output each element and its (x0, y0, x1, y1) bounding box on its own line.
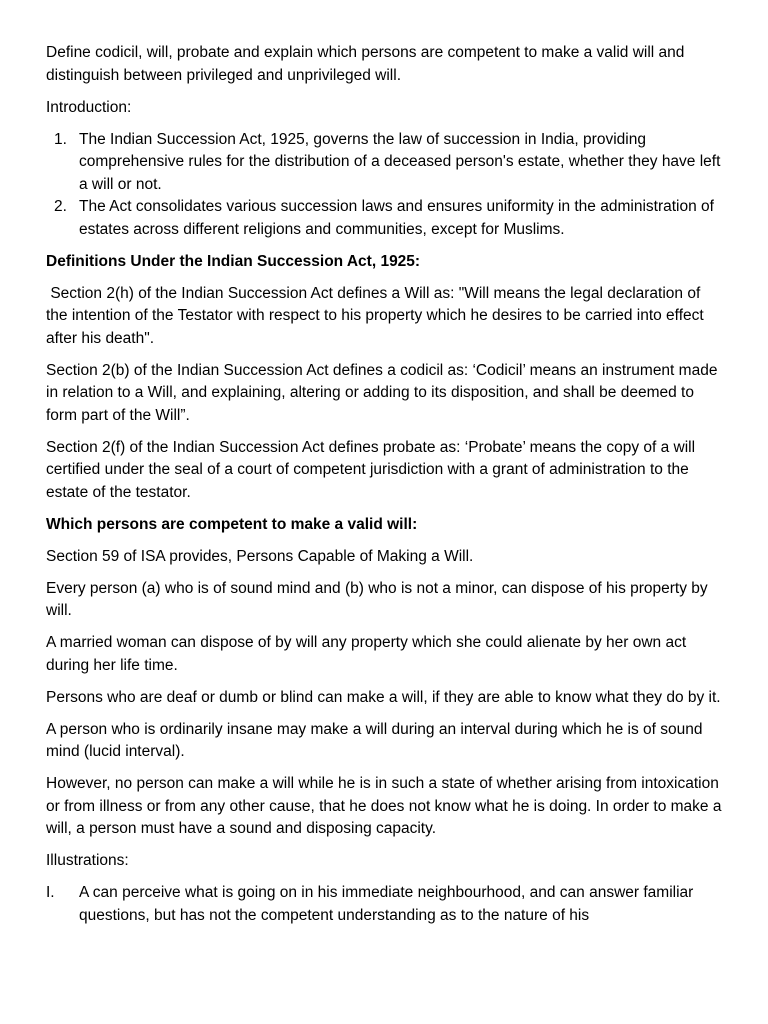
paragraph: Section 59 of ISA provides, Persons Capable of Making a Will. (46, 547, 474, 565)
list-item (46, 196, 726, 241)
list-item-text: The Act consolidates various succession laws and ensures uniformity in the administration of estates across different religions and communities, except for Muslims. (79, 198, 714, 238)
illustrations-heading: Illustrations: (46, 852, 129, 869)
paragraph: Persons who are deaf or dumb or blind can make a will, if they are able to know what they do by it. (46, 688, 721, 706)
illustrations-list (46, 882, 726, 927)
definition-will: Section 2(h) of the Indian Succession Act defines a Will as: "Will means the legal declaration of the intention of the Testator with respect to his property which he desires to be carried into effect after his death". (46, 284, 708, 347)
list-marker: 1. (54, 130, 67, 148)
definition-probate: Section 2(f) of the Indian Succession Act defines probate as: ‘Probate’ means the copy of a will certified under the seal of a court of competent jurisdiction with a grant of administration to the estate of the testator. (46, 438, 696, 501)
document-page (46, 42, 726, 937)
paragraph: A person who is ordinarily insane may make a will during an interval during which he is of sound mind (lucid interval). (46, 720, 703, 760)
paragraph: A married woman can dispose of by will any property which she could alienate by her own act during her life time. (46, 634, 687, 674)
list-item (46, 129, 726, 197)
paragraph: However, no person can make a will while he is in such a state of whether arising from intoxication or from illness or from any other cause, that he does not know what he is doing. In order to make a will, a person must have a sound and disposing capacity. (46, 775, 722, 837)
competent-persons-heading: Which persons are competent to make a valid will: (46, 515, 418, 533)
definitions-heading: Definitions Under the Indian Succession Act, 1925: (46, 252, 421, 270)
question-text: Define codicil, will, probate and explain which persons are competent to make a valid will and distinguish between privileged and unprivileged will. (46, 44, 685, 84)
list-item (46, 882, 726, 927)
list-marker: 2. (54, 198, 67, 215)
paragraph: Every person (a) who is of sound mind and (b) who is not a minor, can dispose of his property by will. (46, 579, 708, 619)
introduction-list (46, 129, 726, 242)
introduction-heading: Introduction: (46, 98, 132, 116)
list-item-text: The Indian Succession Act, 1925, governs the law of succession in India, providing comprehensive rules for the distribution of a deceased person's estate, whether they have left a will or not. (79, 130, 721, 193)
list-item-text: A can perceive what is going on in his immediate neighbourhood, and can answer familiar questions, but has not the competent understanding as to the nature of his (79, 884, 694, 924)
list-marker: I. (46, 884, 55, 901)
definition-codicil: Section 2(b) of the Indian Succession Act defines a codicil as: ‘Codicil’ means an instrument made in relation to a Will, and explaining, altering or adding to its disposition, and shall be deemed to form part of the Will”. (46, 361, 718, 424)
